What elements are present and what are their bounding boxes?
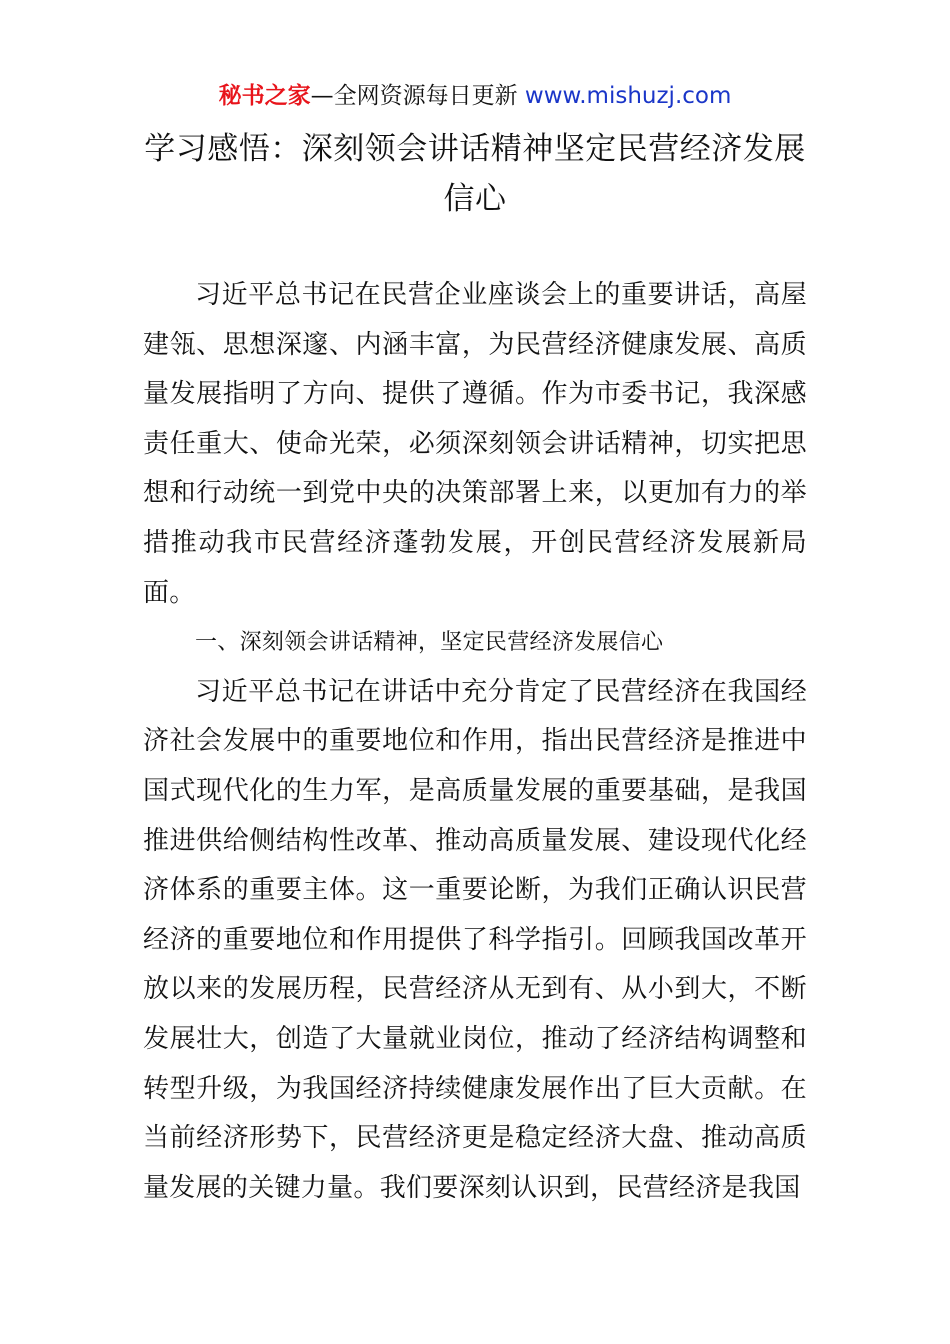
site-slogan: —全网资源每日更新 [310,83,518,109]
site-url-link[interactable]: www.mishuzj.com [524,83,732,109]
document-title: 学习感悟：深刻领会讲话精神坚定民营经济发展信心 [144,131,806,217]
intro-paragraph: 习近平总书记在民营企业座谈会上的重要讲话，高屋建瓴、思想深邃、内涵丰富，为民营经济健康发展、高质量发展指明了方向、提供了遵循。作为市委书记，我深感责任重大、使命光荣，必须深刻领会讲话精神，切实把思想和行动统一到党中央的决策部署上来，以更加有力的举措推动我市民营经济蓬勃发展，开创民营经济发展新局面。 [143,280,807,608]
section-heading-1: 一、深刻领会讲话精神，坚定民营经济发展信心 [195,630,664,656]
section-1-paragraph: 习近平总书记在讲话中充分肯定了民营经济在我国经济社会发展中的重要地位和作用，指出民营经济是推进中国式现代化的生力军，是高质量发展的重要基础，是我国推进供给侧结构性改革、推动高质量发展、建设现代化经济体系的重要主体。这一重要论断，为我们正确认识民营经济的重要地位和作用提供了科学指引。回顾我国改革开放以来的发展历程，民营经济从无到有、从小到大，不断发展壮大，创造了大量就业岗位，推动了经济结构调整和转型升级，为我国经济持续健康发展作出了巨大贡献。在当前经济形势下，民营经济更是稳定经济大盘、推动高质量发展的关键力量。我们要深刻认识到，民营经济是我国 [143,676,807,1203]
brand-name: 秘书之家 [218,83,311,109]
document-body [143,271,807,1213]
site-header [0,80,950,112]
